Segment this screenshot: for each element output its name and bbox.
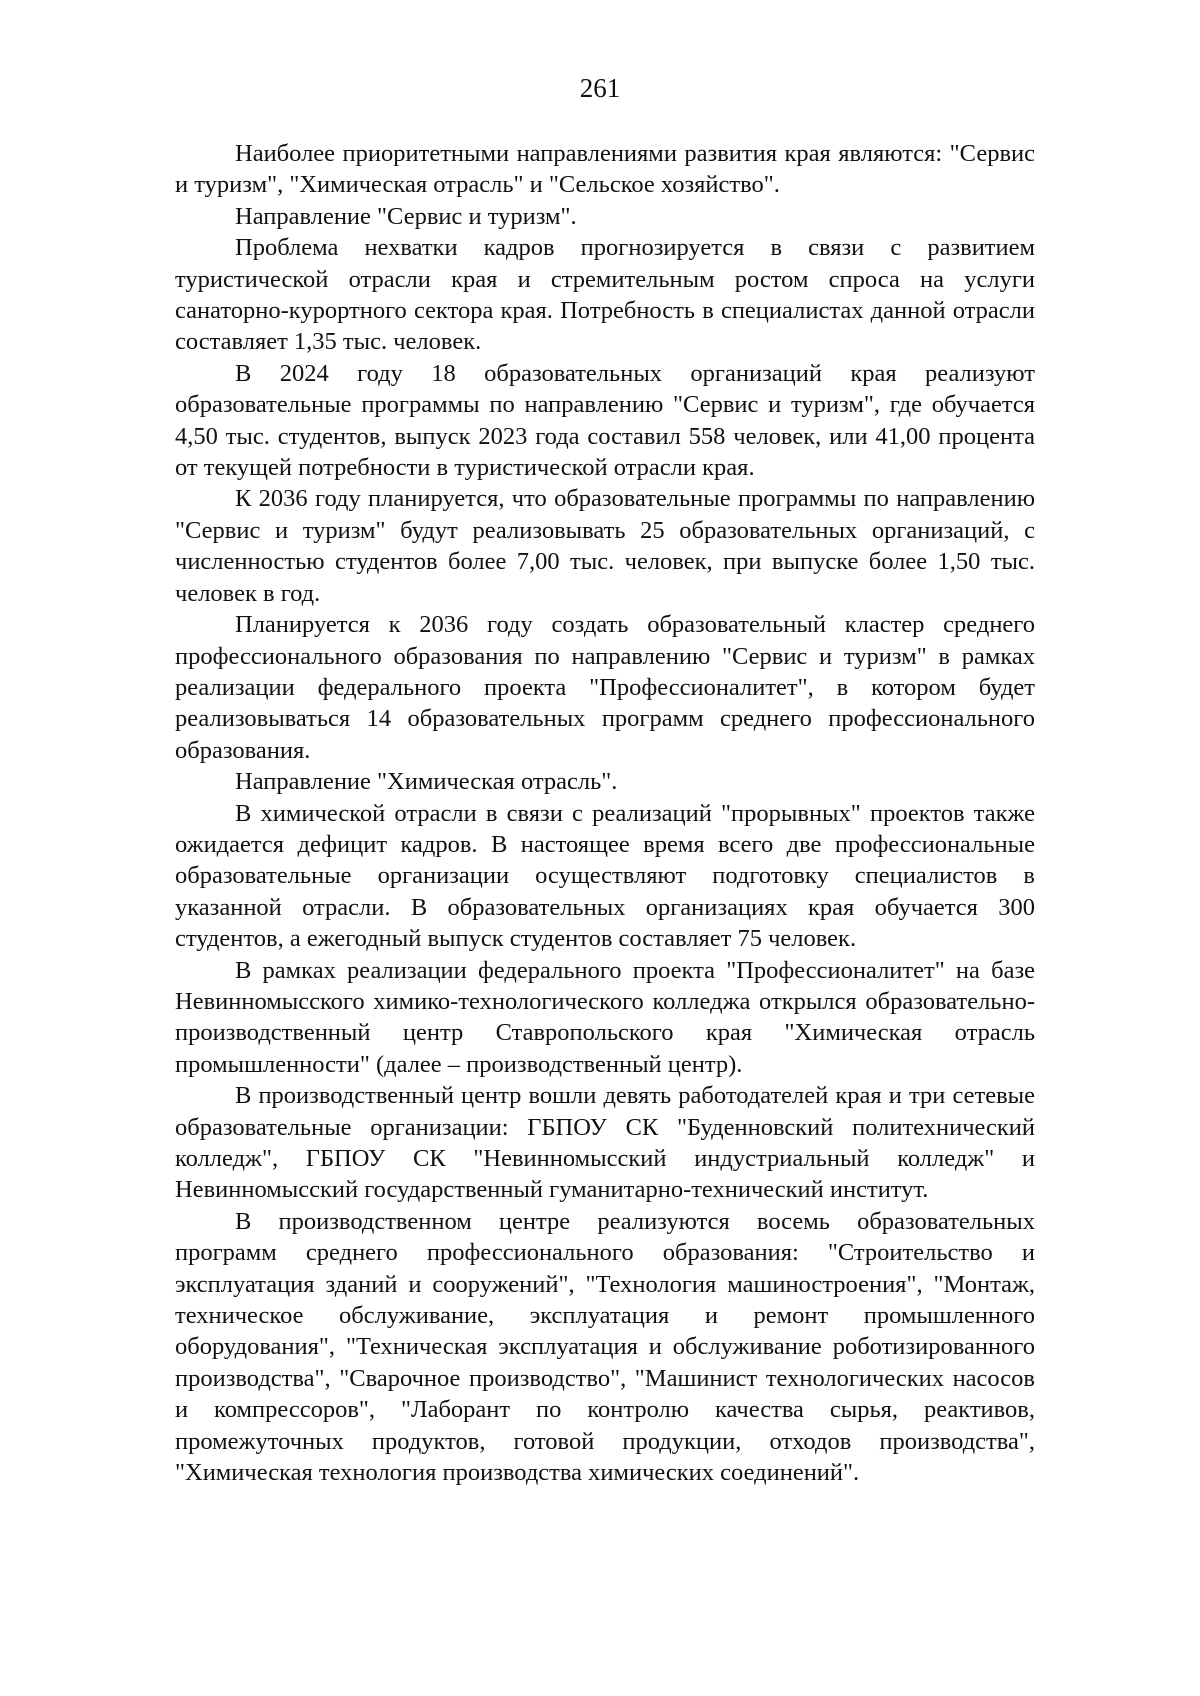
section-heading: Направление "Сервис и туризм". — [235, 202, 577, 230]
paragraph: Наиболее приоритетными направлениями развития края являются: "Сервис и туризм", "Химическая отрасль" и "Сельское хозяйство". — [175, 140, 1035, 199]
page-number: 261 — [579, 73, 621, 103]
section-heading: Направление "Химическая отрасль". — [235, 768, 618, 796]
paragraph: В 2024 году 18 образовательных организаций края реализуют образовательные программы по направлению "Сервис и туризм", где обучается 4,50 тыс. студентов, выпуск 2023 года составил 558 человек, или 41,00 процента от текущей потребности в туристической отрасли края. — [175, 359, 1035, 482]
paragraph: В производственный центр вошли девять работодателей края и три сетевые образовательные организации: ГБПОУ СК "Буденновский политехнический колледж", ГБПОУ СК "Невинномысский индустриальный колледж" и Невинномысский государственный гуманитарно-технический институт. — [175, 1082, 1035, 1204]
body-text — [175, 138, 1035, 1488]
paragraph: К 2036 году планируется, что образовательные программы по направлению "Сервис и туризм" будут реализовывать 25 образовательных организаций, с численностью студентов более 7,00 тыс. человек, при выпуске более 1,50 тыс. человек в год. — [175, 485, 1035, 607]
paragraph: В производственном центре реализуются восемь образовательных программ среднего профессионального образования: "Строительство и эксплуатация зданий и сооружений", "Технология машиностроения", "Монтаж, техническое обслуживание, эксплуатация и ремонт промышленного оборудования", "Техническая эксплуатация и обслуживание роботизированного производства", "Сварочное производство", "Машинист технологических насосов и компрессоров", "Лаборант по контролю качества сырья, реактивов, промежуточных продуктов, готовой продукции, отходов производства", "Химическая технология производства химических соединений". — [175, 1207, 1035, 1487]
paragraph: В химической отрасли в связи с реализаций "прорывных" проектов также ожидается дефицит кадров. В настоящее время всего две профессиональные образовательные организации осуществляют подготовку специалистов в указанной отрасли. В образовательных организациях края обучается 300 студентов, а ежегодный выпуск студентов составляет 75 человек. — [175, 799, 1035, 953]
paragraph: В рамках реализации федерального проекта "Профессионалитет" на базе Невинномысского химико-технологического колледжа открылся образовательно-производственный центр Ставропольского края "Химическая отрасль промышленности" (далее – производственный центр). — [175, 956, 1035, 1078]
paragraph: Проблема нехватки кадров прогнозируется в связи с развитием туристической отрасли края и стремительным ростом спроса на услуги санаторно-курортного сектора края. Потребность в специалистах данной отрасли составляет 1,35 тыс. человек. — [175, 234, 1035, 356]
paragraph: Планируется к 2036 году создать образовательный кластер среднего профессионального образования по направлению "Сервис и туризм" в рамках реализации федерального проекта "Профессионалитет", в котором будет реализовываться 14 образовательных программ среднего профессионального образования. — [175, 611, 1035, 764]
